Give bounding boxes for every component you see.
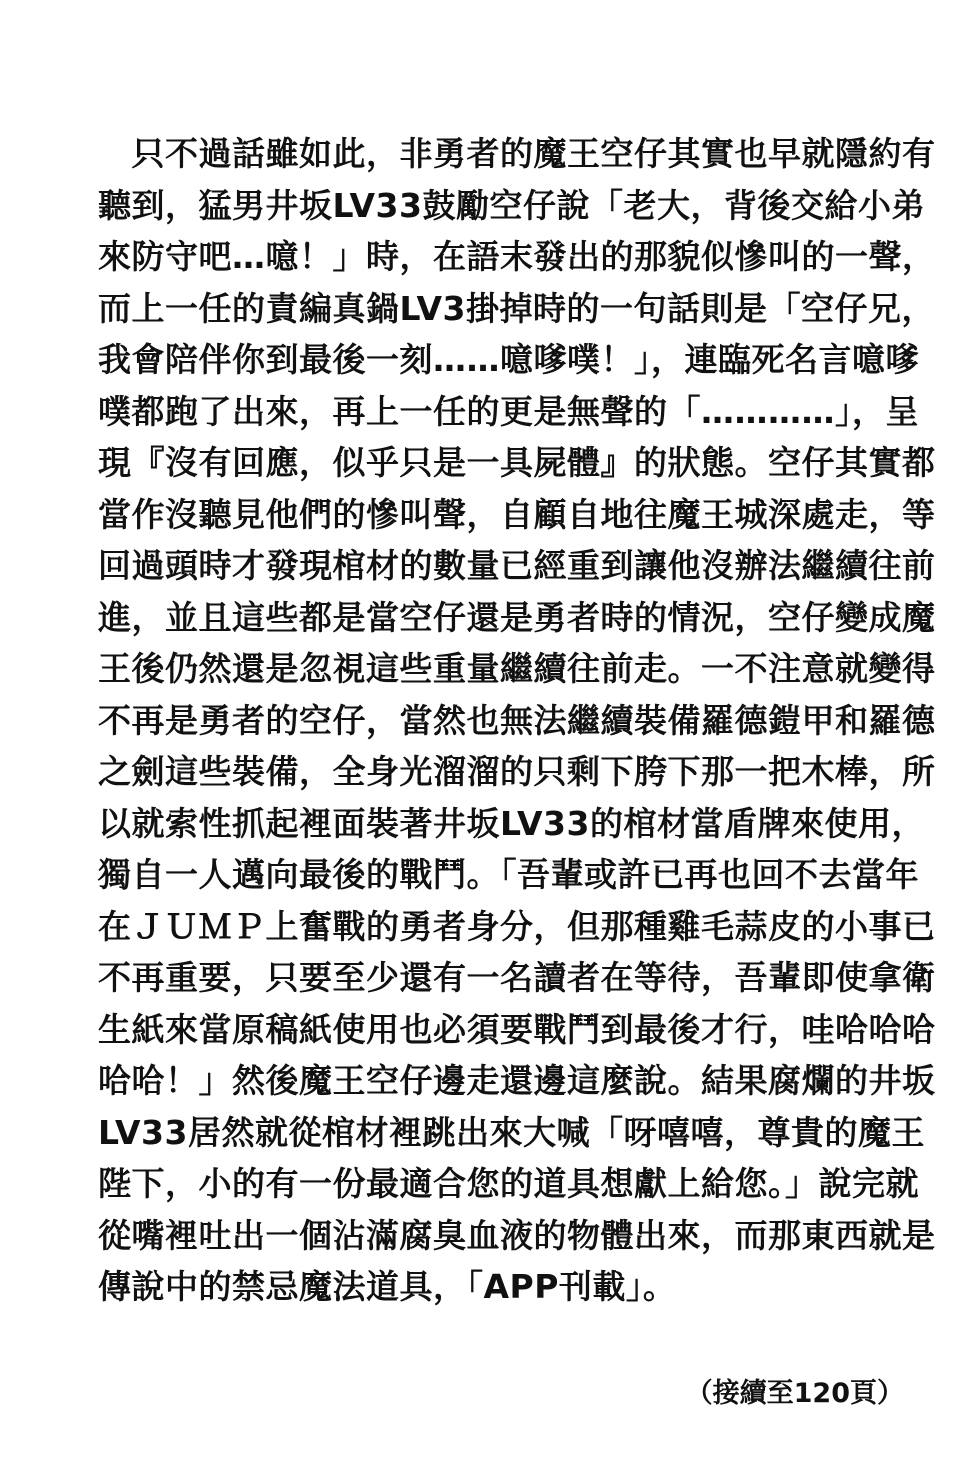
text-line: 只不過話雖如此，非勇者的魔王空仔其實也早就隱約有 (98, 134, 936, 173)
text-line: 進，並且這些都是當空仔還是勇者時的情況，空仔變成魔 (98, 597, 936, 637)
text-line: 生紙來當原稿紙使用也必須要戰鬥到最後才行，哇哈哈哈 (98, 1009, 936, 1049)
text-line: 我會陪伴你到最後一刻……噫嗲噗！」，連臨死名言噫嗲 (98, 340, 919, 379)
text-line: 王後仍然還是忽視這些重量繼續往前走。一不注意就變得 (98, 649, 936, 688)
text-line: 現『沒有回應，似乎只是一具屍體』的狀態。空仔其實都 (98, 443, 936, 482)
body-text (98, 128, 936, 1313)
text-line: 不再是勇者的空仔，當然也無法繼續裝備羅德鎧甲和羅德 (98, 700, 936, 740)
text-line: 在ＪＵＭＰ上奮戰的勇者身分，但那種雞毛蒜皮的小事已 (98, 906, 936, 946)
text-line: LV33居然就從棺材裡跳出來大喊「呀嘻嘻，尊貴的魔王 (98, 1112, 925, 1152)
text-line: 噗都跑了出來，再上一任的更是無聲的「…………」，呈 (98, 391, 919, 431)
text-line: 不再重要，只要至少還有一名讀者在等待，吾輩即使拿衛 (98, 958, 936, 997)
text-line: 回過頭時才發現棺材的數量已經重到讓他沒辦法繼續往前 (98, 546, 936, 585)
text-line: 當作沒聽見他們的慘叫聲，自顧自地往魔王城深處走，等 (98, 494, 936, 534)
text-line: 聽到，猛男井坂LV33鼓勵空仔說「老大，背後交給小弟 (98, 185, 925, 225)
text-line: 來防守吧…噫！」時，在語末發出的那貌似慘叫的一聲， (98, 237, 936, 276)
text-line: 哈哈！」然後魔王空仔邊走還邊這麼說。結果腐爛的井坂 (98, 1061, 936, 1100)
text-line: 傳說中的禁忌魔法道具，「APP刊載」。 (98, 1267, 677, 1306)
continuation-note: （接續至120頁） (685, 1378, 904, 1409)
text-line: 從嘴裡吐出一個沾滿腐臭血液的物體出來，而那東西就是 (98, 1215, 936, 1255)
text-line: 陛下，小的有一份最適合您的道具想獻上給您。」說完就 (98, 1164, 919, 1203)
text-line: 而上一任的責編真鍋LV3掛掉時的一句話則是「空仔兄， (98, 288, 935, 328)
text-line: 以就索性抓起裡面裝著井坂LV33的棺材當盾牌來使用， (98, 803, 925, 843)
text-line: 獨自一人邁向最後的戰鬥。「吾輩或許已再也回不去當年 (98, 855, 919, 894)
text-line: 之劍這些裝備，全身光溜溜的只剩下胯下那一把木棒，所 (98, 752, 936, 791)
